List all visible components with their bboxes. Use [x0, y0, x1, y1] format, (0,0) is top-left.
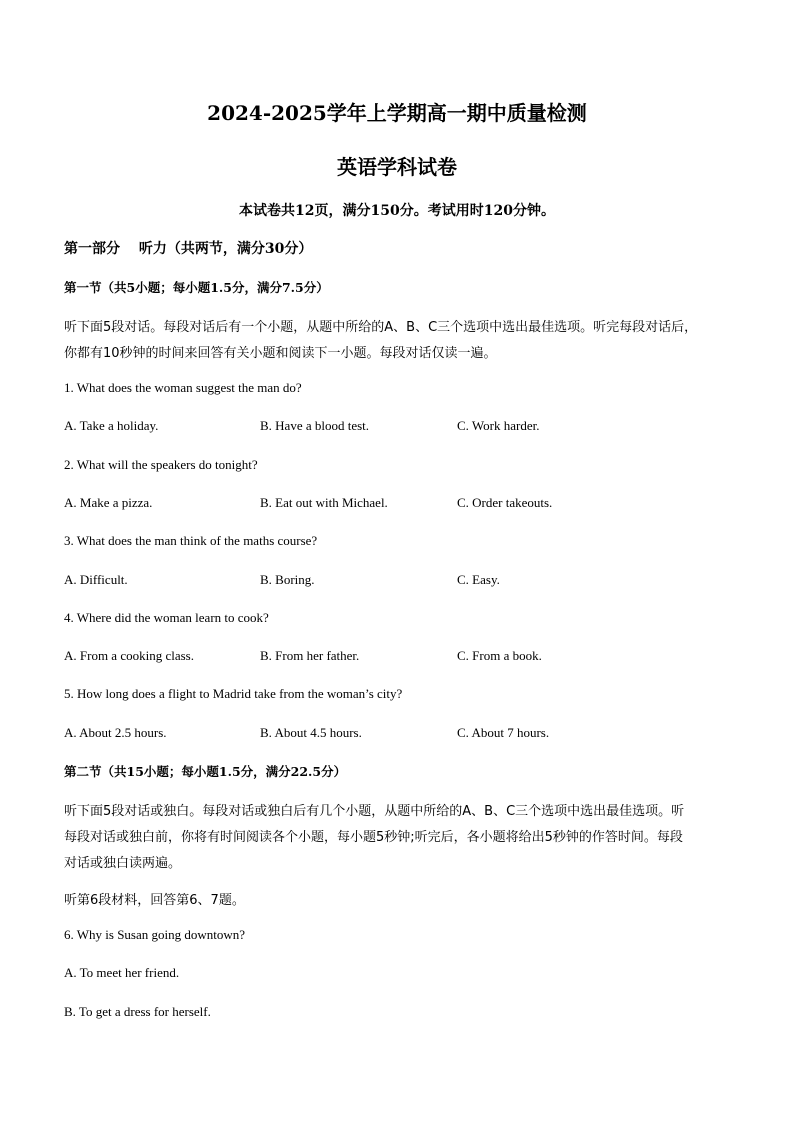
- option-b: B. Boring.: [260, 572, 315, 587]
- option-b: B. About 4.5 hours.: [260, 725, 362, 740]
- question-stem: 4. Where did the woman learn to cook?: [64, 610, 269, 625]
- option-c: C. Order takeouts.: [457, 495, 553, 510]
- option-b: B. From her father.: [260, 648, 360, 663]
- section2-heading: 第二节（共15小题；每小题1.5分，满分22.5分）: [64, 764, 347, 779]
- option-a: A. To meet her friend.: [64, 965, 180, 980]
- question-stem: 3. What does the man think of the maths course?: [64, 533, 318, 548]
- option-a: A. From a cooking class.: [64, 648, 194, 663]
- part1-heading: 第一部分 听力（共两节，满分30分）: [64, 241, 313, 257]
- section2-instruction-line: 听下面5段对话或独白。每段对话或独白后有几个小题，从题中所给的A、B、C三个选项中选出最佳选项。听: [64, 804, 685, 819]
- option-a: A. Make a pizza.: [64, 495, 153, 510]
- question-stem: 2. What will the speakers do tonight?: [64, 457, 258, 472]
- question-stem: 1. What does the woman suggest the man do?: [64, 380, 302, 395]
- exam-title: 2024-2025学年上学期高一期中质量检测: [207, 101, 587, 125]
- option-c: C. Easy.: [457, 572, 500, 587]
- material-note: 听第6段材料，回答第6、7题。: [64, 893, 245, 908]
- section1-instruction-line: 你都有10秒钟的时间来回答有关小题和阅读下一小题。每段对话仅读一遍。: [64, 346, 497, 361]
- option-a: A. Difficult.: [64, 572, 128, 587]
- option-b: B. Have a blood test.: [260, 418, 370, 433]
- option-c: C. Work harder.: [457, 418, 540, 433]
- exam-info: 本试卷共12页，满分150分。考试用时120分钟。: [239, 203, 555, 219]
- question-stem: 6. Why is Susan going downtown?: [64, 927, 246, 942]
- section1-heading: 第一节（共5小题；每小题1.5分，满分7.5分）: [64, 280, 329, 295]
- option-c: C. From a book.: [457, 648, 542, 663]
- option-b: B. Eat out with Michael.: [260, 495, 388, 510]
- option-c: C. About 7 hours.: [457, 725, 550, 740]
- section2-instruction-line: 对话或独白读两遍。: [64, 856, 182, 871]
- option-b: B. To get a dress for herself.: [64, 1004, 211, 1019]
- option-a: A. Take a holiday.: [64, 418, 159, 433]
- exam-subject: 英语学科试卷: [337, 155, 457, 179]
- question-stem: 5. How long does a flight to Madrid take from the woman’s city?: [64, 686, 403, 701]
- section2-instruction-line: 每段对话或独白前，你将有时间阅读各个小题，每小题5秒钟;听完后，各小题将给出5秒钟的作答时间。每段: [64, 830, 683, 845]
- option-a: A. About 2.5 hours.: [64, 725, 167, 740]
- section1-instruction-line: 听下面5段对话。每段对话后有一个小题，从题中所给的A、B、C三个选项中选出最佳选项。听完每段对话后，: [64, 320, 698, 335]
